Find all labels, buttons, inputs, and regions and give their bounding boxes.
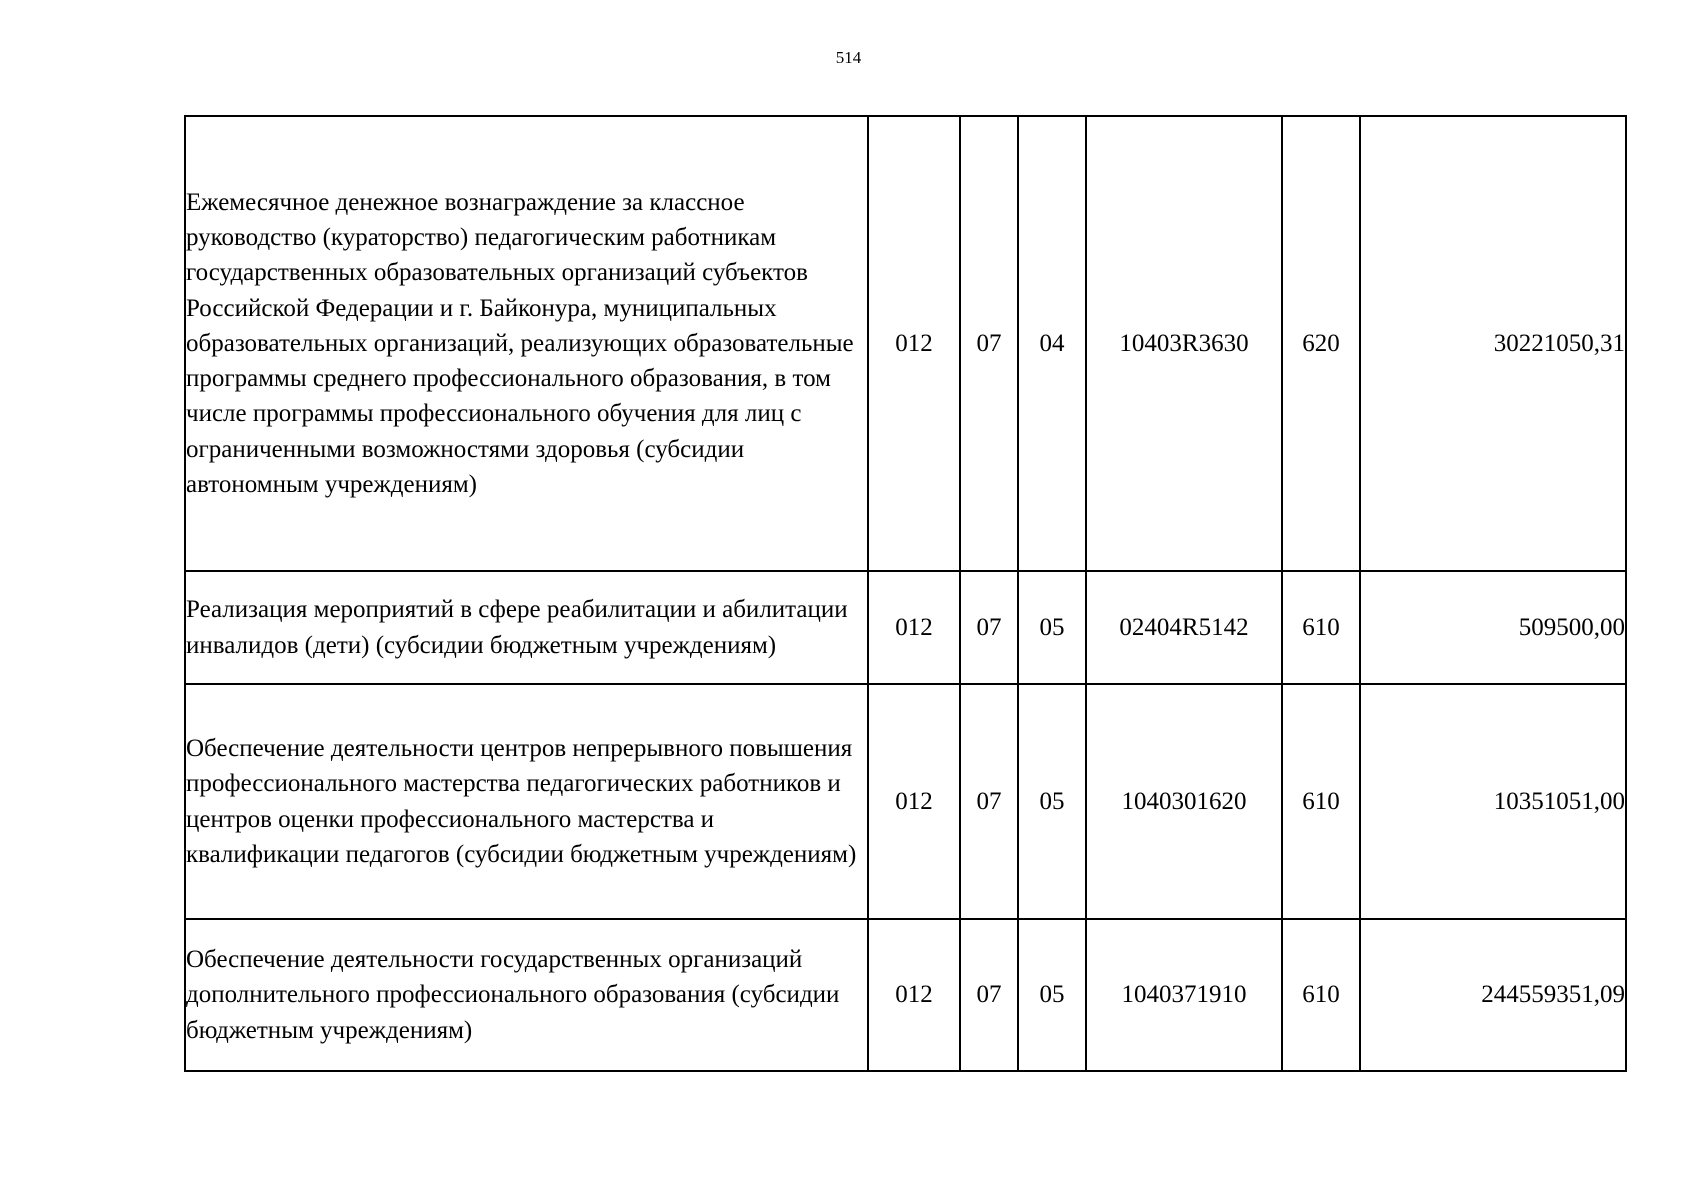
section-code: 07: [960, 116, 1018, 571]
ministry-code: 012: [868, 571, 960, 684]
section-code: 07: [960, 919, 1018, 1071]
expense-type-code: 610: [1282, 919, 1360, 1071]
target-article-code: 1040371910: [1086, 919, 1282, 1071]
target-article-code: 10403R3630: [1086, 116, 1282, 571]
row-description: Ежемесячное денежное вознаграждение за классное руководство (кураторство) педагогическим работникам государственных образовательных организаций субъектов Российской Федерации и г. Байконура, муниципальных образовательных организаций, реализующих образовательные программы среднего профессионального образования, в том числе программы профессионального обучения для лиц с ограниченными возможностями здоровья (субсидии автономным учреждениям): [185, 116, 868, 571]
amount-value: 10351051,00: [1360, 684, 1626, 919]
expense-type-code: 620: [1282, 116, 1360, 571]
ministry-code: 012: [868, 684, 960, 919]
budget-table: [184, 115, 1627, 1072]
target-article-code: 1040301620: [1086, 684, 1282, 919]
expense-type-code: 610: [1282, 571, 1360, 684]
table-row: [185, 684, 1626, 919]
row-description: Реализация мероприятий в сфере реабилитации и абилитации инвалидов (дети) (субсидии бюджетным учреждениям): [185, 571, 868, 684]
section-code: 07: [960, 571, 1018, 684]
row-description: Обеспечение деятельности центров непрерывного повышения профессионального мастерства педагогических работников и центров оценки профессионального мастерства и квалификации педагогов (субсидии бюджетным учреждениям): [185, 684, 868, 919]
row-description: Обеспечение деятельности государственных организаций дополнительного профессионального образования (субсидии бюджетным учреждениям): [185, 919, 868, 1071]
subsection-code: 05: [1018, 919, 1086, 1071]
amount-value: 244559351,09: [1360, 919, 1626, 1071]
subsection-code: 04: [1018, 116, 1086, 571]
ministry-code: 012: [868, 919, 960, 1071]
page-number: 514: [835, 48, 862, 67]
target-article-code: 02404R5142: [1086, 571, 1282, 684]
amount-value: 509500,00: [1360, 571, 1626, 684]
subsection-code: 05: [1018, 684, 1086, 919]
subsection-code: 05: [1018, 571, 1086, 684]
table-row: [185, 116, 1626, 571]
table-row: [185, 571, 1626, 684]
ministry-code: 012: [868, 116, 960, 571]
amount-value: 30221050,31: [1360, 116, 1626, 571]
section-code: 07: [960, 684, 1018, 919]
expense-type-code: 610: [1282, 684, 1360, 919]
table-row: [185, 919, 1626, 1071]
